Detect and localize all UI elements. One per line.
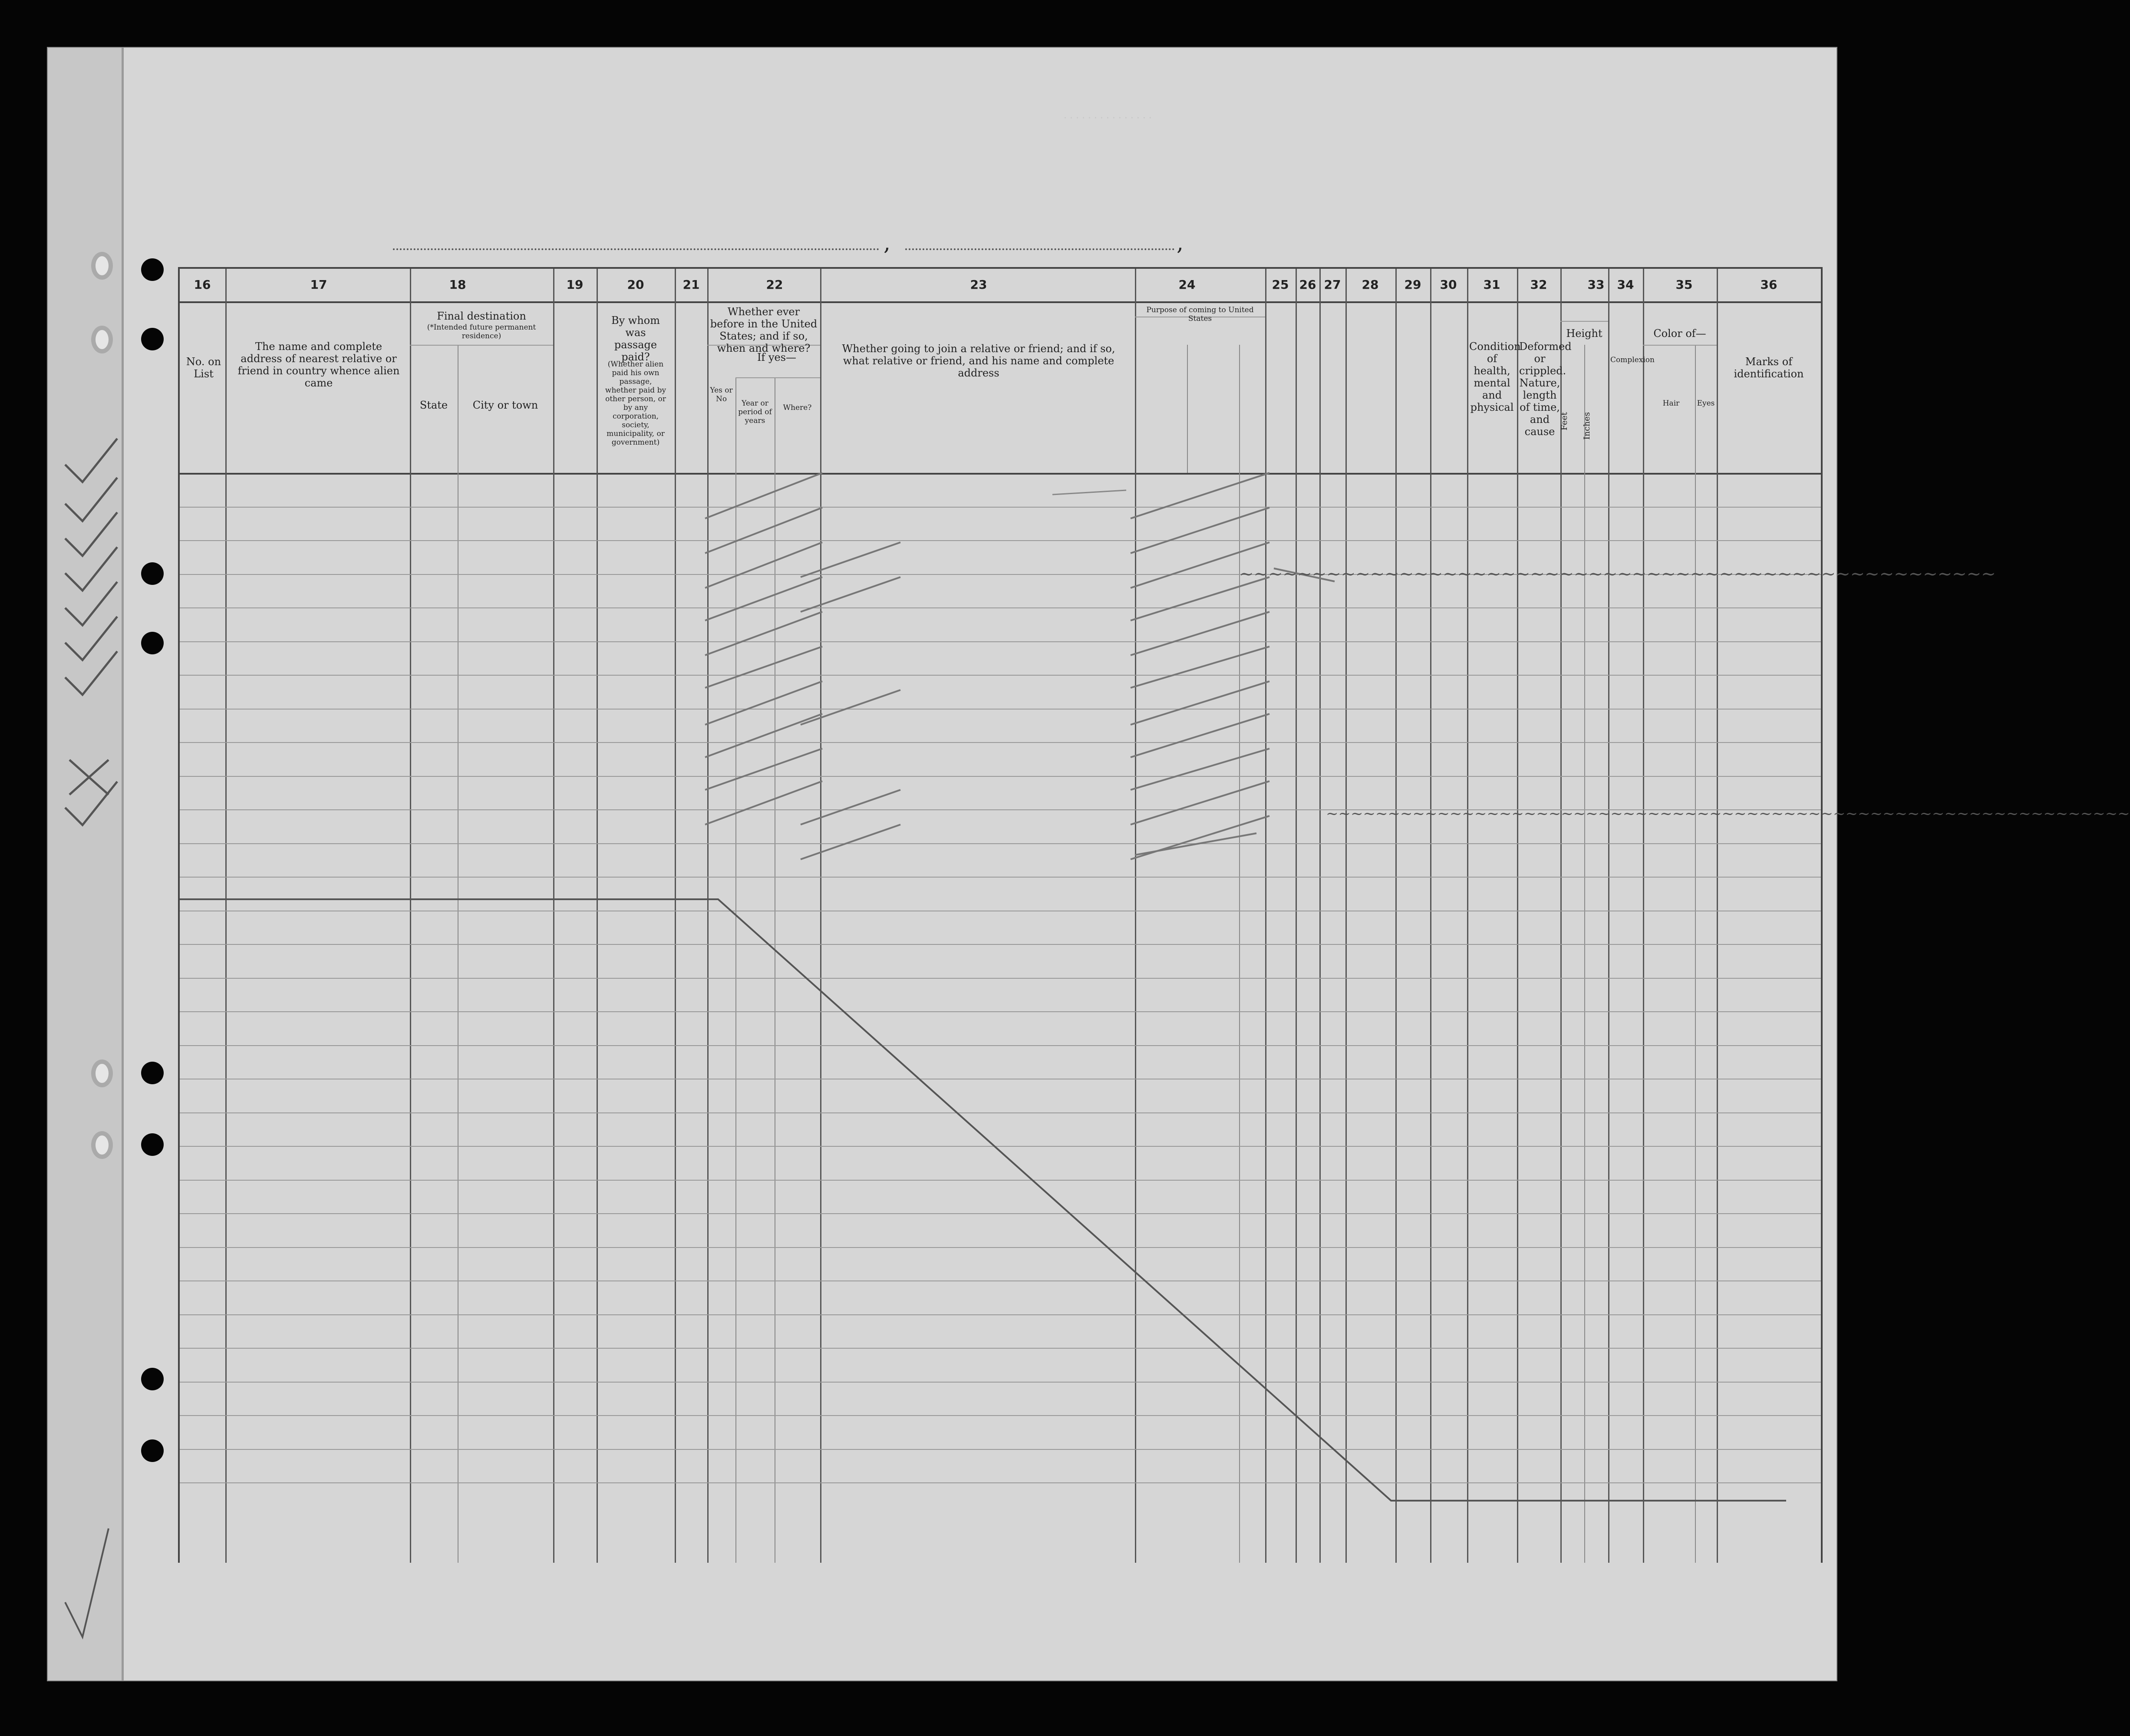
header-by-whom-note: (Whether alien paid his own passage, whether paid by other person, or by any corporation, society, municipality, or government) bbox=[605, 360, 666, 447]
column-number: 19 bbox=[566, 277, 584, 292]
comma-separator: , bbox=[1177, 230, 1184, 255]
manifest-table bbox=[178, 267, 2130, 1563]
column-number: 31 bbox=[1483, 277, 1500, 292]
header-color-of: Color of— bbox=[1653, 327, 1706, 340]
column-number: 24 bbox=[1178, 277, 1196, 292]
header-feet: Feet bbox=[1560, 412, 1569, 431]
column-number: 17 bbox=[310, 277, 327, 292]
header-marks: Marks of identification bbox=[1734, 356, 1804, 380]
header-height: Height bbox=[1566, 327, 1602, 340]
column-number: 29 bbox=[1404, 277, 1421, 292]
margin-checkmarks bbox=[48, 48, 122, 1680]
punch-hole bbox=[141, 1368, 164, 1390]
header-by-whom: By whom was passage paid? bbox=[611, 314, 660, 363]
bleed-through-text: · · · · · · · · · · · · · · · bbox=[1064, 113, 1152, 124]
column-number: 20 bbox=[627, 277, 644, 292]
column-number: 21 bbox=[683, 277, 700, 292]
punch-hole-ring bbox=[91, 326, 113, 353]
header-inches: Inches bbox=[1582, 412, 1592, 440]
column-number: 35 bbox=[1675, 277, 1693, 292]
header-hair: Hair bbox=[1662, 399, 1680, 408]
column-number: 34 bbox=[1617, 277, 1634, 292]
header-complexion: Complexion bbox=[1610, 356, 1655, 364]
header-where: Where? bbox=[783, 403, 812, 412]
header-no-on-list: No. on List bbox=[186, 356, 221, 380]
column-number: 16 bbox=[194, 277, 211, 292]
column-number: 23 bbox=[970, 277, 987, 292]
header-final-destination: Final destination bbox=[437, 310, 526, 322]
header-relative: The name and complete address of nearest relative or friend in country whence alien came bbox=[237, 340, 400, 389]
punch-hole bbox=[141, 632, 164, 654]
header-deformed: Deformed or crippled. Nature, length of time, and cause bbox=[1519, 340, 1572, 438]
header-yes-no: Yes or No bbox=[710, 386, 733, 403]
comma-separator: , bbox=[884, 230, 890, 255]
column-number: 25 bbox=[1272, 277, 1289, 292]
header-state: State bbox=[419, 399, 448, 411]
column-number: 36 bbox=[1760, 277, 1777, 292]
header-eyes: Eyes bbox=[1697, 399, 1715, 408]
punch-hole bbox=[141, 1062, 164, 1084]
binding-strip bbox=[48, 48, 124, 1680]
header-city: City or town bbox=[472, 399, 538, 411]
column-number: 18 bbox=[449, 277, 466, 292]
column-number: 27 bbox=[1324, 277, 1341, 292]
punch-hole bbox=[141, 258, 164, 281]
manifest-sheet bbox=[47, 47, 2130, 1681]
handwriting-strokes bbox=[180, 269, 1821, 1563]
date-line bbox=[905, 248, 1174, 250]
column-number: 33 bbox=[1587, 277, 1605, 292]
header-if-yes: If yes— bbox=[757, 351, 797, 363]
annotation-pencil-line: ~~~~~~~~~~~~~~~~~~~~~~~~~~~~~~~~~~~~~~~~~~~~~~~~~~~~~~~~~~~~~~~~~ bbox=[1326, 805, 2130, 822]
annotation-pencil-line: ~~~~~~~~~~~~~~~~~~~~~~~~~~~~~~~~~~~~~~~~~~~~~~~~~~~~ bbox=[1239, 564, 1996, 584]
punch-hole bbox=[141, 1439, 164, 1462]
column-number: 26 bbox=[1299, 277, 1316, 292]
punch-hole-ring bbox=[91, 252, 113, 280]
header-purpose: Purpose of coming to United States bbox=[1146, 306, 1254, 323]
header-final-destination-note: (*Intended future permanent residence) bbox=[427, 323, 536, 340]
punch-hole-ring bbox=[91, 1131, 113, 1159]
punch-hole bbox=[141, 328, 164, 350]
punch-hole bbox=[141, 562, 164, 585]
header-join: Whether going to join a relative or friend; and if so, what relative or friend, and his name and complete address bbox=[842, 343, 1115, 379]
column-number: 22 bbox=[766, 277, 783, 292]
port-line bbox=[393, 248, 879, 250]
column-number: 30 bbox=[1440, 277, 1457, 292]
header-years: Year or period of years bbox=[738, 399, 772, 425]
punch-hole-ring bbox=[91, 1059, 113, 1087]
column-number: 32 bbox=[1530, 277, 1547, 292]
column-number: 28 bbox=[1362, 277, 1379, 292]
header-health: Condition of health, mental and physical bbox=[1469, 340, 1521, 413]
punch-hole bbox=[141, 1133, 164, 1156]
header-before: Whether ever before in the United States; and if so, when and where? bbox=[710, 306, 818, 354]
